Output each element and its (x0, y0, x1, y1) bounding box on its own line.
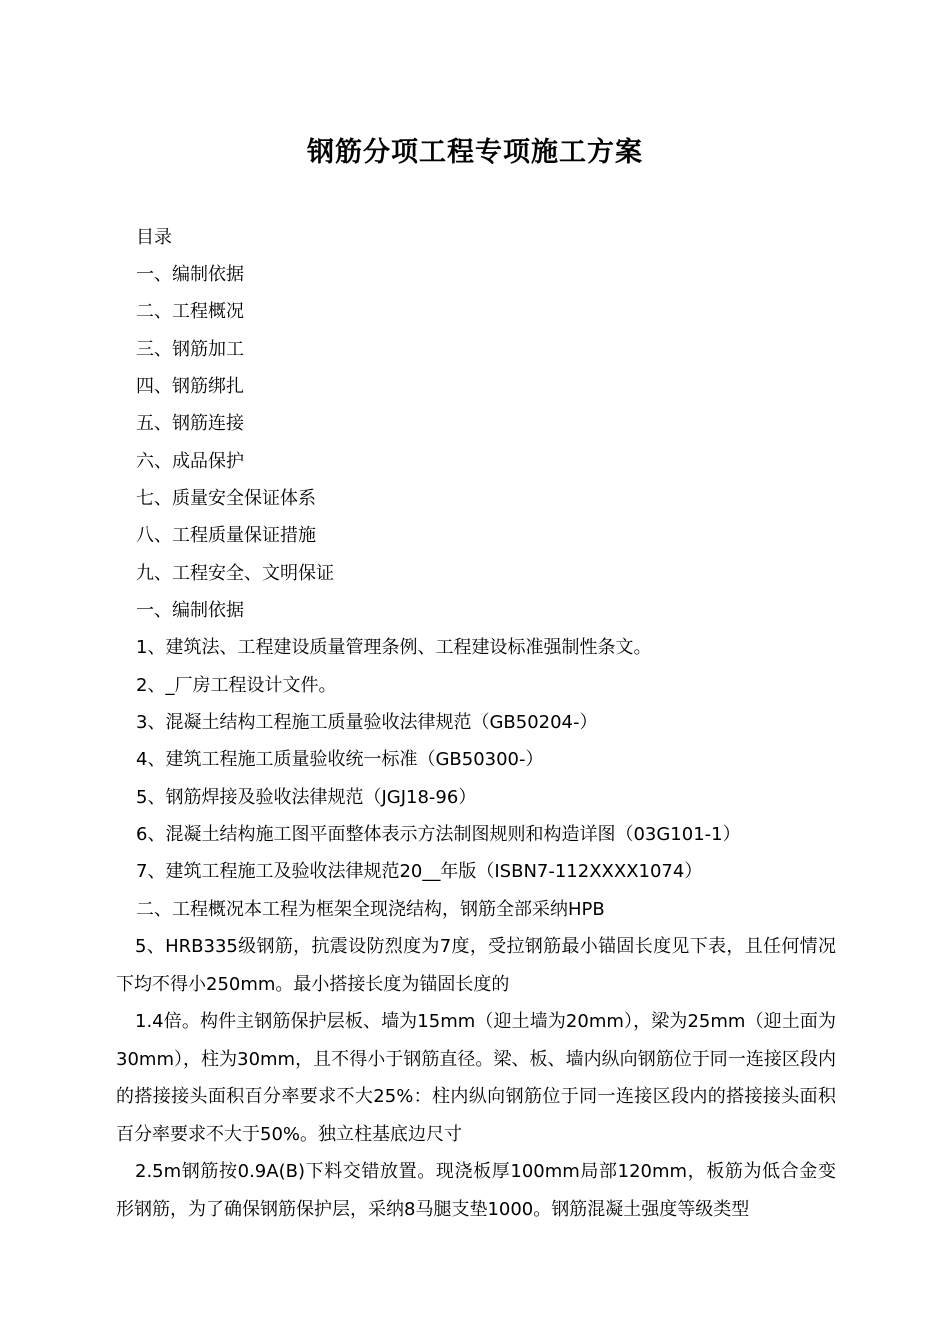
toc-item: 六、成品保护 (136, 451, 244, 472)
toc-item: 四、钢筋绑扎 (136, 376, 244, 397)
toc-heading: 目录 (136, 227, 172, 248)
body-paragraph: 5、HRB335级钢筋，抗震设防烈度为7度，受拉钢筋最小锚固长度见下表，且任何情况下均不得小250mm。最小搭接长度为锚固长度的 (116, 936, 836, 995)
toc-item: 五、钢筋连接 (136, 413, 244, 434)
basis-item: 4、建筑工程施工质量验收统一标准（GB50300-） (136, 749, 544, 770)
toc-item: 二、工程概况 (136, 301, 244, 322)
document-title: 钢筋分项工程专项施工方案 (307, 137, 643, 168)
section-heading: 一、编制依据 (136, 600, 244, 621)
body-paragraph: 1.4倍。构件主钢筋保护层板、墙为15mm（迎土墙为20mm），梁为25mm（迎土面为30mm），柱为30mm，且不得小于钢筋直径。梁、板、墙内纵向钢筋位于同一连接区段内的搭接接头面积百分率要求不大25%：柱内纵向钢筋位于同一连接区段内的搭接接头面积百分率要求不大于50%。独立柱基底边尺寸 (116, 1011, 836, 1145)
toc-item: 八、工程质量保证措施 (136, 525, 316, 546)
toc-item: 九、工程安全、文明保证 (136, 563, 334, 584)
basis-item: 7、建筑工程施工及验收法律规范20__年版（ISBN7-112XXXX1074） (136, 861, 703, 882)
basis-item: 6、混凝土结构施工图平面整体表示方法制图规则和构造详图（03G101-1） (136, 824, 741, 845)
toc-item: 三、钢筋加工 (136, 339, 244, 360)
toc-item: 一、编制依据 (136, 264, 244, 285)
basis-item: 3、混凝土结构工程施工质量验收法律规范（GB50204-） (136, 712, 598, 733)
body-paragraph: 2.5m钢筋按0.9A(B)下料交错放置。现浇板厚100mm局部120mm，板筋为低合金变形钢筋，为了确保钢筋保护层，采纳8马腿支垫1000。钢筋混凝土强度等级类型 (116, 1161, 836, 1220)
basis-item: 2、_厂房工程设计文件。 (136, 675, 337, 696)
basis-item: 5、钢筋焊接及验收法律规范（JGJ18-96） (136, 787, 477, 808)
toc-item: 七、质量安全保证体系 (136, 488, 316, 509)
basis-item: 1、建筑法、工程建设质量管理条例、工程建设标准强制性条文。 (136, 637, 652, 658)
section-heading: 二、工程概况本工程为框架全现浇结构，钢筋全部采纳HPB (136, 899, 605, 920)
